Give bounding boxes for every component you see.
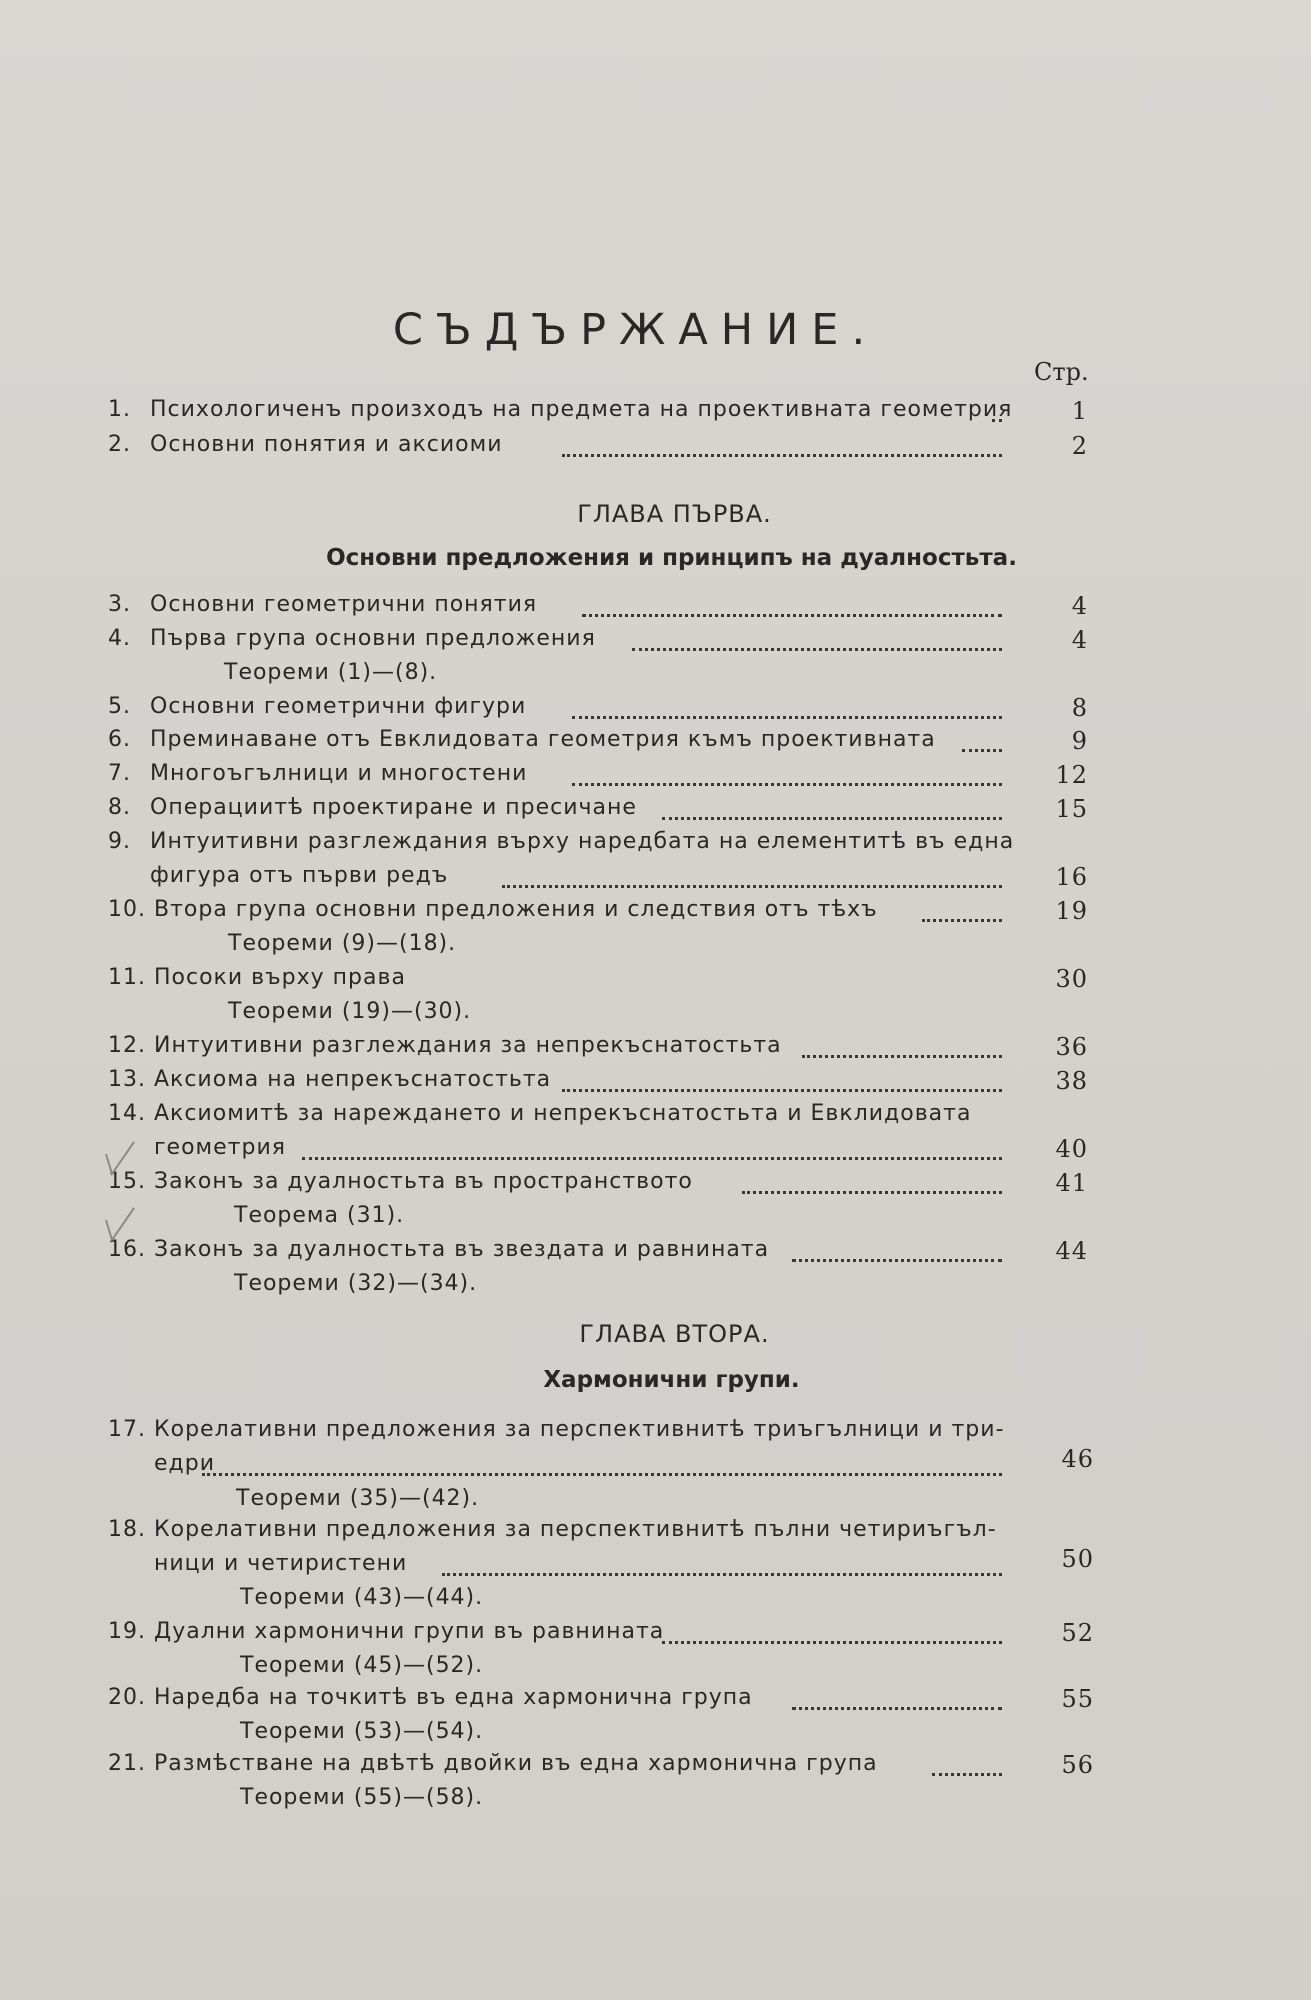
chapter-subtitle: Основни предложения и принципъ на дуалностьта. — [326, 545, 1017, 571]
entry-page: 38 — [1055, 1067, 1088, 1095]
entry-page: 9 — [1071, 727, 1088, 755]
entry-title-continued: геометрия — [154, 1135, 286, 1160]
page-column-label: Стр. — [1034, 358, 1089, 386]
toc-entry — [108, 1619, 1094, 1649]
toc-entry-page — [108, 1545, 1094, 1575]
entry-title: Първа група основни предложения — [150, 626, 596, 651]
entry-title: Интуитивни разглеждания за непрекъснатостьта — [154, 1033, 782, 1058]
theorem-range: Теореми (45)—(52). — [240, 1653, 484, 1678]
entry-page: 50 — [1061, 1545, 1094, 1573]
entry-number: 5. — [108, 694, 131, 719]
entry-title: Корелативни предложения за перспективнитѣ пълни четириъгъл- — [154, 1517, 997, 1542]
dot-leader — [992, 397, 1002, 422]
dot-leader — [792, 1685, 1002, 1710]
theorem-range: Теореми (35)—(42). — [236, 1486, 480, 1511]
page-title: СЪДЪРЖАНИЕ. — [392, 305, 879, 355]
entry-page: 40 — [1055, 1135, 1088, 1163]
toc-entry — [108, 761, 1088, 791]
pencil-checkmark-icon — [104, 1206, 144, 1246]
entry-title-continued: ници и четиристени — [154, 1551, 408, 1576]
entry-title: Интуитивни разглеждания върху наредбата на елементитѣ въ една — [150, 829, 1015, 854]
toc-entry — [108, 397, 1088, 427]
toc-entry — [108, 432, 1088, 462]
entry-page: 52 — [1061, 1619, 1094, 1647]
entry-page: 15 — [1055, 795, 1088, 823]
entry-number: 2. — [108, 432, 131, 457]
theorem-range: Теореми (55)—(58). — [240, 1785, 484, 1810]
dot-leader — [802, 1033, 1002, 1058]
toc-entry — [108, 727, 1088, 757]
entry-page: 36 — [1055, 1033, 1088, 1061]
entry-number: 11. — [108, 965, 146, 990]
toc-entry — [108, 1417, 1088, 1447]
toc-entry — [108, 1101, 1088, 1131]
entry-page: 41 — [1055, 1169, 1088, 1197]
toc-entry-continued — [108, 1135, 1088, 1165]
pencil-checkmark-icon — [104, 1140, 144, 1180]
chapter-subtitle: Хармонични групи. — [543, 1367, 800, 1393]
entry-page: 16 — [1055, 863, 1088, 891]
entry-number: 14. — [108, 1101, 146, 1126]
theorem-range: Теореми (9)—(18). — [228, 931, 457, 956]
entry-title: Законъ за дуалностьта въ пространството — [154, 1169, 693, 1194]
entry-number: 20. — [108, 1685, 146, 1710]
entry-page: 12 — [1055, 761, 1088, 789]
toc-entry — [108, 829, 1088, 859]
entry-number: 18. — [108, 1517, 146, 1542]
entry-title: Многоъгълници и многостени — [150, 761, 528, 786]
toc-entry — [108, 795, 1088, 825]
entry-number: 17. — [108, 1417, 146, 1442]
entry-number: 8. — [108, 795, 131, 820]
dot-leader — [572, 761, 1002, 786]
toc-entry — [108, 1517, 1088, 1547]
entry-page: 19 — [1055, 897, 1088, 925]
dot-leader — [922, 897, 1002, 922]
entry-page: 1 — [1071, 397, 1088, 425]
theorem-range: Теореми (53)—(54). — [240, 1719, 484, 1744]
toc-entry — [108, 1033, 1088, 1063]
entry-number: 21. — [108, 1751, 146, 1776]
toc-entry-page — [108, 1445, 1094, 1475]
entry-page: 44 — [1055, 1237, 1088, 1265]
dot-leader — [582, 592, 1002, 617]
entry-page: 55 — [1061, 1685, 1094, 1713]
toc-entry — [108, 1685, 1094, 1715]
dot-leader — [572, 694, 1002, 719]
entry-number: 10. — [108, 897, 146, 922]
dot-leader — [962, 727, 1002, 752]
entry-page: 56 — [1061, 1751, 1094, 1779]
toc-entry — [108, 1237, 1088, 1267]
entry-title: Дуални хармонични групи въ равнината — [154, 1619, 665, 1644]
toc-entry — [108, 897, 1088, 927]
entry-title: Размѣстване на двѣтѣ двойки въ една хармонична група — [154, 1751, 878, 1776]
entry-number: 12. — [108, 1033, 146, 1058]
entry-title: Корелативни предложения за перспективнитѣ триъгълници и три- — [154, 1417, 1005, 1442]
entry-number: 15. — [108, 1169, 146, 1194]
theorem-range: Теореми (43)—(44). — [240, 1585, 484, 1610]
entry-number: 16. — [108, 1237, 146, 1262]
dot-leader — [502, 863, 1002, 888]
chapter-title: ГЛАВА ВТОРА. — [579, 1320, 770, 1348]
entry-title-continued: фигура отъ първи редъ — [150, 863, 449, 888]
entry-title: Законъ за дуалностьта въ звездата и равнината — [154, 1237, 770, 1262]
entry-title: Посоки върху права — [154, 965, 406, 990]
entry-title: Наредба на точкитѣ въ една хармонична група — [154, 1685, 753, 1710]
theorem-range: Теорема (31). — [234, 1203, 405, 1228]
toc-entry — [108, 592, 1088, 622]
dot-leader — [562, 432, 1002, 457]
dot-leader — [932, 1751, 1002, 1776]
entry-number: 19. — [108, 1619, 146, 1644]
entry-page: 30 — [1055, 965, 1088, 993]
theorem-range: Теореми (1)—(8). — [224, 660, 438, 685]
entry-title: Операциитѣ проектиране и пресичане — [150, 795, 637, 820]
toc-entry — [108, 626, 1088, 656]
entry-title: Преминаване отъ Евклидовата геометрия къмъ проективната — [150, 727, 936, 752]
entry-title: Основни геометрични фигури — [150, 694, 527, 719]
toc-entry — [108, 1067, 1088, 1097]
entry-page: 4 — [1071, 626, 1088, 654]
theorem-range: Теореми (19)—(30). — [228, 999, 472, 1024]
entry-page: 2 — [1071, 432, 1088, 460]
entry-title: Втора група основни предложения и следствия отъ тѣхъ — [154, 897, 878, 922]
entry-page: 46 — [1061, 1445, 1094, 1473]
entry-number: 4. — [108, 626, 131, 651]
dot-leader — [562, 1067, 1002, 1092]
entry-title: Основни понятия и аксиоми — [150, 432, 503, 457]
dot-leader — [662, 1619, 1002, 1644]
entry-page: 8 — [1071, 694, 1088, 722]
entry-title-continued: едри — [154, 1451, 216, 1476]
toc-entry — [108, 1169, 1088, 1199]
entry-title: Психологиченъ произходъ на предмета на проективната геометрия — [150, 397, 1013, 422]
dot-leader — [662, 795, 1002, 820]
toc-entry-continued — [108, 863, 1088, 893]
dot-leader — [792, 1237, 1002, 1262]
dot-leader — [302, 1135, 1002, 1160]
entry-title: Аксиома на непрекъснатостьта — [154, 1067, 552, 1092]
dot-leader — [742, 1169, 1002, 1194]
toc-entry — [108, 965, 1088, 995]
toc-entry — [108, 694, 1088, 724]
entry-number: 7. — [108, 761, 131, 786]
entry-number: 3. — [108, 592, 131, 617]
entry-number: 13. — [108, 1067, 146, 1092]
theorem-range: Теореми (32)—(34). — [234, 1271, 478, 1296]
entry-page: 4 — [1071, 592, 1088, 620]
entry-title: Аксиомитѣ за нареждането и непрекъснатостьта и Евклидовата — [154, 1101, 972, 1126]
dot-leader — [632, 626, 1002, 651]
entry-title: Основни геометрични понятия — [150, 592, 538, 617]
chapter-title: ГЛАВА ПЪРВА. — [577, 500, 772, 528]
entry-number: 1. — [108, 397, 131, 422]
toc-entry — [108, 1751, 1094, 1781]
entry-number: 6. — [108, 727, 131, 752]
entry-number: 9. — [108, 829, 131, 854]
